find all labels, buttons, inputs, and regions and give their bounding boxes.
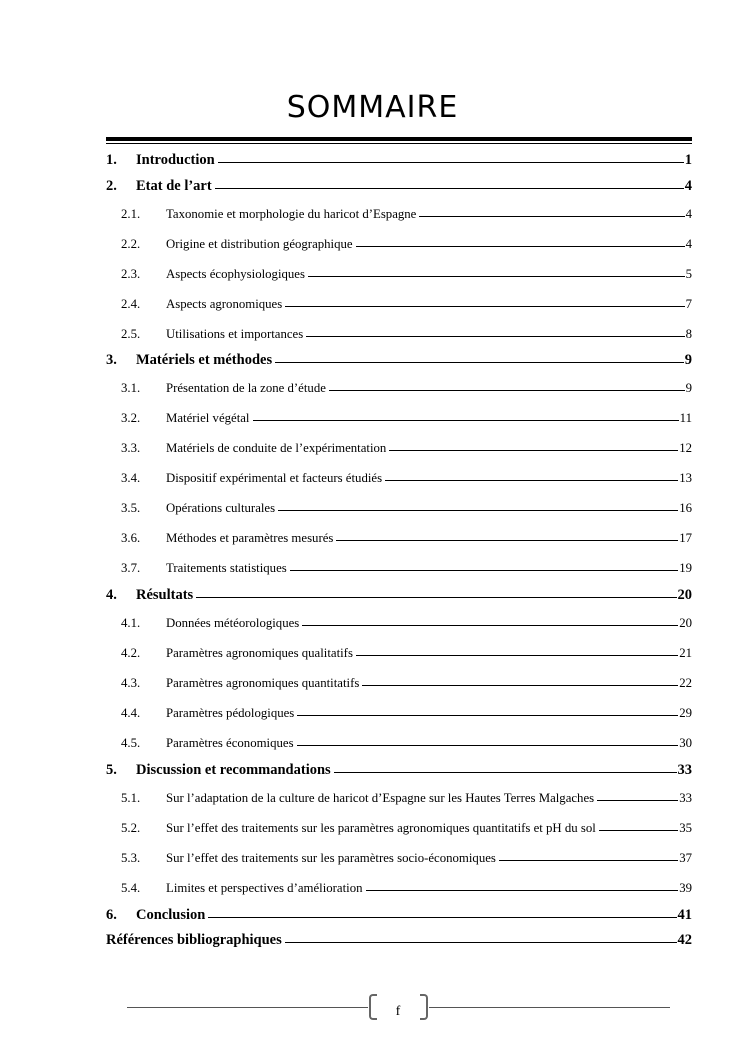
toc-entry-leader [597,800,678,801]
toc-entry[interactable] [106,411,692,426]
toc-entry-label: Paramètres agronomiques qualitatifs [166,646,353,660]
toc-entry-page: 19 [679,561,692,575]
toc-entry[interactable] [106,851,692,866]
toc-entry-number: 1. [106,152,117,168]
toc-entry-label: Introduction [136,152,215,168]
toc-entry-label: Aspects écophysiologiques [166,267,305,281]
toc-entry-leader [196,597,676,598]
toc-entry-label: Discussion et recommandations [136,762,331,778]
toc-entry[interactable] [106,531,692,546]
toc-entry-leader [334,772,677,773]
toc-entry-leader [366,890,679,891]
toc-entry-page: 22 [679,676,692,690]
toc-entry-label: Résultats [136,587,194,603]
toc-entry-label: Taxonomie et morphologie du haricot d’Espagne [166,207,417,221]
toc-entry-page: 4 [684,178,692,194]
toc-entry-number: 4.4. [121,706,141,720]
toc-entry-label: Paramètres pédologiques [166,706,295,720]
toc-entry[interactable] [106,676,692,691]
toc-entry-number: 3.7. [121,561,141,575]
toc-entry-number: 3.3. [121,441,141,455]
toc-entry-number: 3.5. [121,501,141,515]
toc-entry[interactable] [106,791,692,806]
toc-entry-label: Sur l’effet des traitements sur les paramètres agronomiques quantitatifs et pH du sol [166,821,596,835]
toc-entry-leader [329,390,685,391]
toc-entry[interactable] [106,561,692,576]
toc-entry-leader [306,336,684,337]
toc-entry[interactable] [106,736,692,751]
toc-entry-leader [356,246,685,247]
toc-entry-number: 4. [106,587,117,603]
toc-entry-page: 1 [684,152,692,168]
toc-entry-number: 3.4. [121,471,141,485]
toc-entry-number: 6. [106,907,117,923]
toc-entry-number: 4.5. [121,736,141,750]
toc-entry-leader [599,830,678,831]
toc-entry[interactable] [106,907,692,924]
footer-bracket-right-icon [420,994,428,1020]
toc-entry-leader [336,540,678,541]
toc-entry[interactable] [106,327,692,342]
toc-entry-label: Conclusion [136,907,206,923]
toc-entry-number: 3.6. [121,531,141,545]
toc-entry-page: 20 [677,587,692,603]
footer-bracket-left-icon [369,994,377,1020]
toc-entry-label: Présentation de la zone d’étude [166,381,326,395]
toc-entry-number: 2. [106,178,117,194]
toc-entry-page: 8 [685,327,692,341]
toc-entry-page: 9 [684,352,692,368]
toc-entry-leader [362,685,678,686]
toc-entry-leader [278,510,678,511]
toc-entry-leader [499,860,678,861]
toc-entry-label: Limites et perspectives d’amélioration [166,881,363,895]
toc-entry-page: 7 [685,297,692,311]
toc-entry-number: 5.3. [121,851,141,865]
toc-entry[interactable] [106,152,692,169]
toc-entry-number: 5. [106,762,117,778]
toc-entry-page: 35 [679,821,692,835]
toc-entry-leader [215,188,684,189]
toc-entry-page: 9 [685,381,692,395]
toc-entry-number: 5.1. [121,791,141,805]
toc-entry[interactable] [106,587,692,604]
toc-entry-label: Méthodes et paramètres mesurés [166,531,334,545]
toc-entry[interactable] [106,646,692,661]
toc-entry-number: 4.1. [121,616,141,630]
toc-entry-page: 39 [679,881,692,895]
toc-entry-leader [308,276,685,277]
footer-rule-left [127,1007,368,1008]
toc-entry-leader [208,917,676,918]
toc-entry-label: Opérations culturales [166,501,276,515]
toc-entry-number: 3. [106,352,117,368]
title-rule-thick [106,137,692,141]
toc-entry[interactable] [106,297,692,312]
toc-entry-number: 5.2. [121,821,141,835]
toc-entry-leader [218,162,684,163]
toc-entry-leader [297,745,679,746]
title-rule-thin [106,143,692,144]
toc-entry-label: Données météorologiques [166,616,300,630]
toc-entry-number: 2.3. [121,267,141,281]
toc-entry-leader [275,362,684,363]
toc-entry[interactable] [106,352,692,369]
toc-entry-label: Matériels et méthodes [136,352,273,368]
toc-entry[interactable] [106,821,692,836]
toc-entry-page: 17 [679,531,692,545]
toc-entry-leader [253,420,679,421]
toc-entry-label: Dispositif expérimental et facteurs étudiés [166,471,383,485]
toc-entry-page: 21 [679,646,692,660]
toc-entry-label: Traitements statistiques [166,561,287,575]
toc-entry[interactable] [106,501,692,516]
footer-page-number: f [395,1004,401,1019]
toc-entry-page: 33 [677,762,692,778]
toc-entry-label: Matériel végétal [166,411,250,425]
toc-entry-number: 4.2. [121,646,141,660]
toc-entry-number: 2.4. [121,297,141,311]
toc-entry[interactable] [106,381,692,396]
toc-entry-page: 11 [679,411,692,425]
toc-entry[interactable] [106,471,692,486]
toc-entry[interactable] [106,178,692,195]
toc-entry-label: Paramètres agronomiques quantitatifs [166,676,360,690]
toc-entry-label: Origine et distribution géographique [166,237,353,251]
toc-entry-page: 29 [679,706,692,720]
toc-entry-number: 5.4. [121,881,141,895]
toc-entry[interactable] [106,706,692,721]
toc-entry-page: 37 [679,851,692,865]
toc-entry[interactable] [106,881,692,896]
toc-entry-page: 20 [679,616,692,630]
toc-entry-leader [302,625,678,626]
toc-entry-page: 4 [685,237,692,251]
toc-entry-label: Aspects agronomiques [166,297,283,311]
toc-entry-label: Etat de l’art [136,178,212,194]
toc-entry-leader [419,216,684,217]
toc-entry-label: Paramètres économiques [166,736,294,750]
toc-entry-page: 30 [679,736,692,750]
toc-entry[interactable] [106,237,692,252]
page-title: SOMMAIRE [286,90,459,125]
toc-entry[interactable] [106,441,692,456]
toc-entry-label: Utilisations et importances [166,327,304,341]
toc-entry-number: 2.5. [121,327,141,341]
toc-entry-label: Références bibliographiques [106,932,282,948]
toc-entry-leader [285,942,677,943]
toc-entry-leader [356,655,678,656]
toc-entry-number: 2.1. [121,207,141,221]
toc-entry-page: 42 [677,932,692,948]
toc-entry-page: 41 [677,907,692,923]
toc-entry-label: Sur l’effet des traitements sur les paramètres socio-économiques [166,851,496,865]
toc-entry-page: 33 [679,791,692,805]
toc-entry-label: Matériels de conduite de l’expérimentation [166,441,387,455]
toc-entry-page: 13 [679,471,692,485]
toc-entry-number: 3.2. [121,411,141,425]
toc-entry[interactable] [106,267,692,282]
toc-entry-leader [389,450,678,451]
toc-entry-page: 5 [685,267,692,281]
toc-entry-label: Sur l’adaptation de la culture de haricot d’Espagne sur les Hautes Terres Malgaches [166,791,595,805]
footer-rule-right [429,1007,670,1008]
toc-entry-leader [290,570,678,571]
toc-entry-number: 2.2. [121,237,141,251]
toc-entry[interactable] [106,616,692,631]
toc-entry[interactable] [106,762,692,779]
toc-entry-leader [285,306,684,307]
toc-entry-number: 3.1. [121,381,141,395]
toc-entry[interactable] [106,932,692,949]
toc-entry-page: 12 [679,441,692,455]
toc-entry-page: 16 [679,501,692,515]
toc-entry-leader [297,715,678,716]
toc-entry-leader [385,480,678,481]
toc-entry-number: 4.3. [121,676,141,690]
toc-entry-page: 4 [685,207,692,221]
toc-entry[interactable] [106,207,692,222]
